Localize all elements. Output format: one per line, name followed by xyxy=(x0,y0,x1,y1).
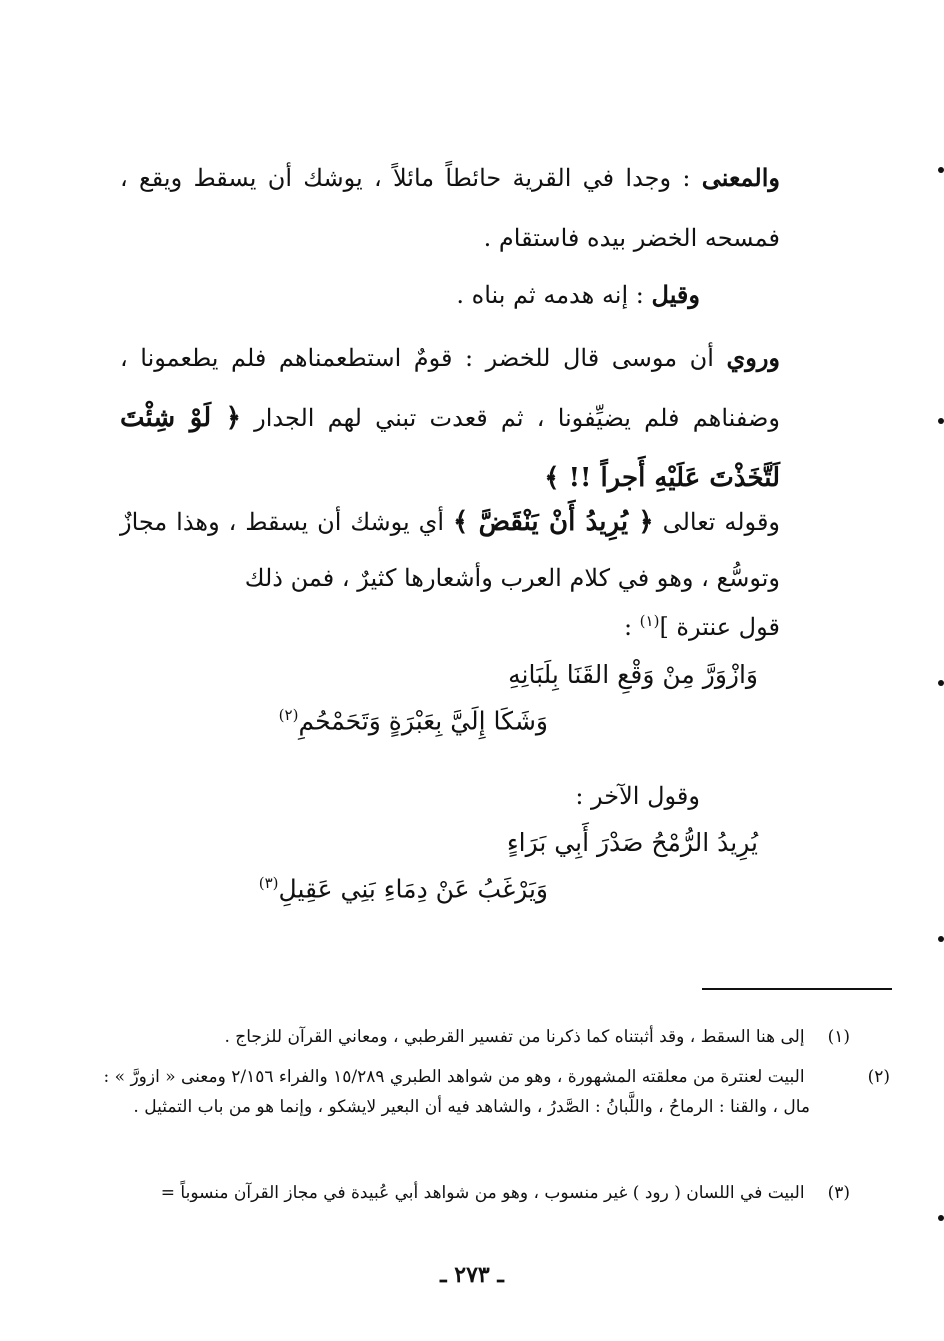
paragraph-text: : إنه هدمه ثم بناه . xyxy=(456,281,644,309)
verse-text: وَيَرْغَبُ عَنْ دِمَاءِ بَنِي عَقِيلِ xyxy=(278,874,548,904)
poet-attribution: قول عنترة ] xyxy=(659,613,780,641)
footnote-number: (١) xyxy=(827,1027,850,1047)
verse-hemistich-1: وَازْوَرَّ مِنْ وَقْعِ القَنَا بِلَبَانِهِ xyxy=(508,660,758,689)
scan-edge-mark xyxy=(938,167,944,173)
footnote-2 xyxy=(80,1062,890,1122)
colon: : xyxy=(623,613,640,641)
paragraph-meaning xyxy=(120,148,780,268)
verse-hemistich-2 xyxy=(259,874,548,903)
footnote-3 xyxy=(80,1178,850,1208)
footnote-ref: (١) xyxy=(639,612,660,630)
footnote-ref: (٢) xyxy=(278,706,299,724)
quran-quote: ﴿ يُرِيدُ أَنْ يَنْقَضَّ ﴾ xyxy=(453,507,654,537)
paragraph-saying xyxy=(120,494,780,606)
paragraph-text: أن موسى قال للخضر : قومٌ استطعمناهم فلم يطعمونا ، وضفناهم فلم يضيِّفونا ، ثم قعدت تبني لهم الجدار xyxy=(120,344,780,432)
footnote-text: إلى هنا السقط ، وقد أثبتناه كما ذكرنا من تفسير القرطبي ، ومعاني القرآن للزجاج . xyxy=(224,1027,805,1047)
paragraph-text: وقوله تعالى xyxy=(662,508,781,536)
scan-edge-mark xyxy=(938,936,944,942)
verse-hemistich-2 xyxy=(279,706,548,735)
footnote-1 xyxy=(80,1022,850,1052)
paragraph-lead: وروي xyxy=(726,343,780,372)
antara-intro xyxy=(120,612,780,641)
paragraph-said xyxy=(120,280,780,309)
scan-edge-mark xyxy=(938,1215,944,1221)
footnote-number: (٢) xyxy=(867,1067,890,1087)
scan-edge-mark xyxy=(938,418,944,424)
quran-quote: ﴿ لَوْ شِئْتَ لَتَّخَذْتَ عَلَيْهِ أَجراً !! ﴾ xyxy=(120,403,780,493)
paragraph-text: أي يوشك أن يسقط ، وهذا مجازٌ وتوسُّع ، وهو في كلام العرب وأشعارها كثيرٌ ، فمن ذلك xyxy=(120,508,780,592)
paragraph-lead: وقيل xyxy=(651,280,700,309)
scan-edge-mark xyxy=(938,680,944,686)
verse-hemistich-1: يُرِيدُ الرُّمْحُ صَدْرَ أَبِي بَرَاءٍ xyxy=(506,828,758,857)
footnote-ref: (٣) xyxy=(258,874,279,892)
footnote-separator xyxy=(702,988,892,990)
paragraph-lead: والمعنى xyxy=(701,163,780,192)
page-number: ـ ٢٧٣ ـ xyxy=(440,1262,504,1288)
other-poet-intro: وقول الآخر : xyxy=(575,782,700,810)
paragraph-text: : وجدا في القرية حائطاً مائلاً ، يوشك أن يسقط ويقع ، فمسحه الخضر بيده فاستقام . xyxy=(120,164,780,252)
footnote-number: (٣) xyxy=(827,1183,850,1203)
verse-text: وَشَكَا إِلَيَّ بِعَبْرَةٍ وَتَحَمْحُمِ xyxy=(298,706,548,736)
paragraph-narrated xyxy=(120,328,780,508)
footnote-text: البيت في اللسان ( رود ) غير منسوب ، وهو من شواهد أبي عُبيدة في مجاز القرآن منسوباً = xyxy=(160,1183,805,1203)
footnote-text: البيت لعنترة من معلقته المشهورة ، وهو من شواهد الطبري ١٥/٢٨٩ والفراء ٢/١٥٦ ومعنى « ازورَّ » : مال ، والقنا : الرماحُ ، واللَّبانُ : الصَّدرُ ، والشاهد فيه أن البعير لايشكو ، وإنما هو من باب التمثيل . xyxy=(103,1067,810,1117)
